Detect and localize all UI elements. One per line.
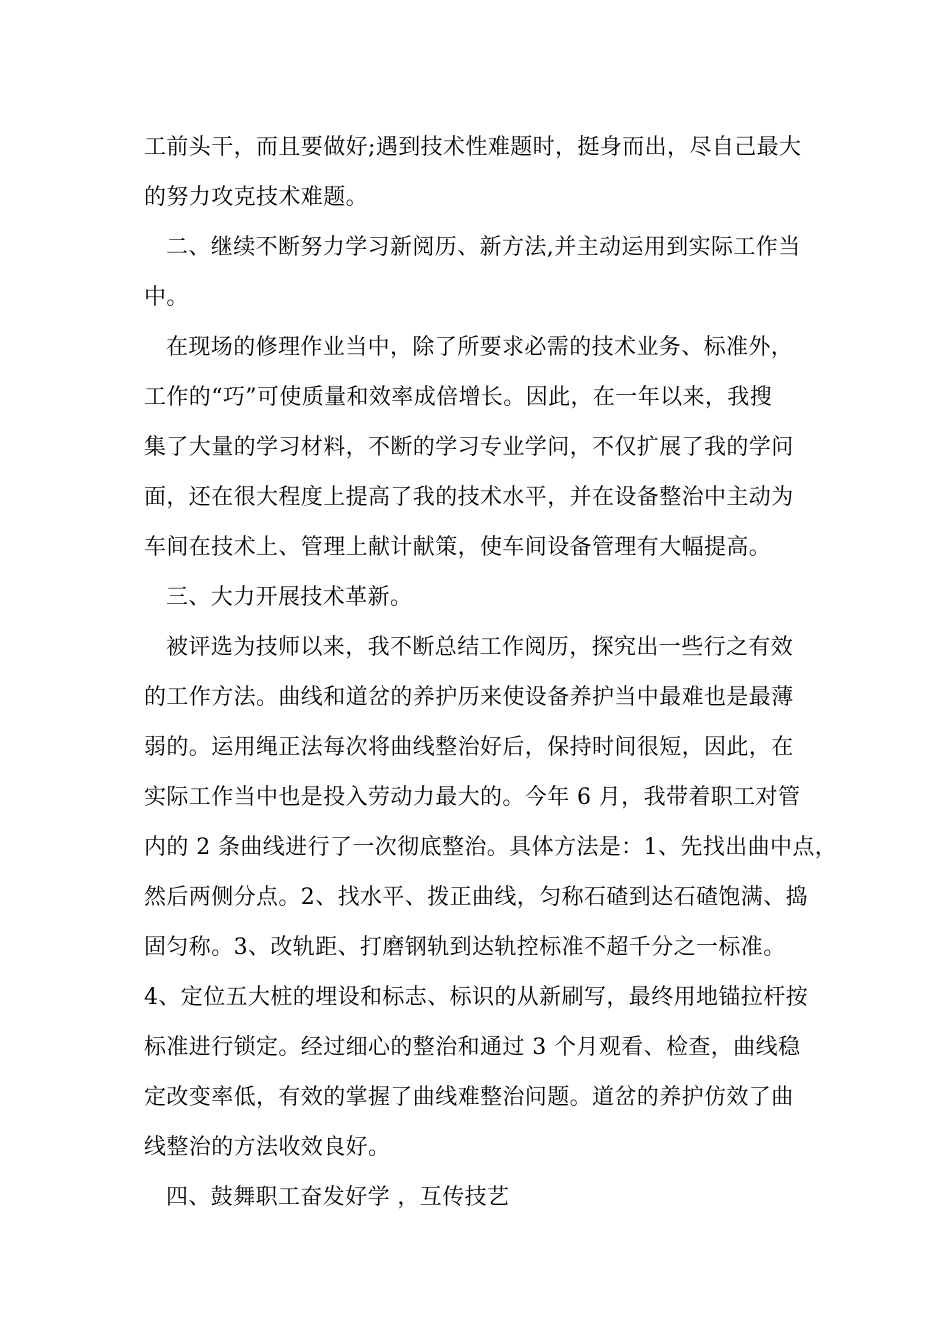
text-line: 被评选为技师以来，我不断总结工作阅历，探究出一些行之有效 xyxy=(166,635,794,660)
text-line: 工前头干，而且要做好;遇到技术性难题时，挺身而出，尽自己最大 xyxy=(144,135,802,160)
section-heading: 三、大力开展技术革新。 xyxy=(166,585,413,610)
text-line: 实际工作当中也是投入劳动力最大的。今年 6 月，我带着职工对管 xyxy=(144,785,801,810)
text-line: 工作的“巧”可使质量和效率成倍增长。因此，在一年以来，我搜 xyxy=(144,385,773,410)
text-line: 中。 xyxy=(144,285,189,310)
text-line: 面，还在很大程度上提高了我的技术水平，并在设备整治中主动为 xyxy=(144,485,794,510)
text-line: 线整治的方法收效良好。 xyxy=(144,1135,391,1160)
text-line: 在现场的修理作业当中，除了所要求必需的技术业务、标准外， xyxy=(166,335,794,360)
text-line: 然后两侧分点。2、找水平、拨正曲线，匀称石碴到达石碴饱满、捣 xyxy=(144,885,808,910)
text-line: 集了大量的学习材料，不断的学习专业学问，不仅扩展了我的学问 xyxy=(144,435,794,460)
text-line: 定改变率低，有效的掌握了曲线难整治问题。道岔的养护仿效了曲 xyxy=(144,1085,794,1110)
section-heading: 二、继续不断努力学习新阅历、新方法,并主动运用到实际工作当 xyxy=(166,235,801,260)
section-heading: 四、鼓舞职工奋发好学 ，互传技艺 xyxy=(166,1185,510,1210)
text-line: 弱的。运用绳正法每次将曲线整治好后，保持时间很短，因此，在 xyxy=(144,735,794,760)
text-line: 的工作方法。曲线和道岔的养护历来使设备养护当中最难也是最薄 xyxy=(144,685,794,710)
text-line: 车间在技术上、管理上献计献策，使车间设备管理有大幅提高。 xyxy=(144,535,772,560)
text-line: 的努力攻克技术难题。 xyxy=(144,185,369,210)
text-line: 固匀称。3、改轨距、打磨钢轨到达轨控标准不超千分之一标准。 xyxy=(144,935,786,960)
text-line: 标准进行锁定。经过细心的整治和通过 3 个月观看、检查，曲线稳 xyxy=(144,1035,801,1060)
text-line: 4、定位五大桩的埋设和标志、标识的从新刷写，最终用地锚拉杆按 xyxy=(144,985,808,1010)
text-line: 内的 2 条曲线进行了一次彻底整治。具体方法是：1、先找出曲中点， xyxy=(144,835,838,860)
